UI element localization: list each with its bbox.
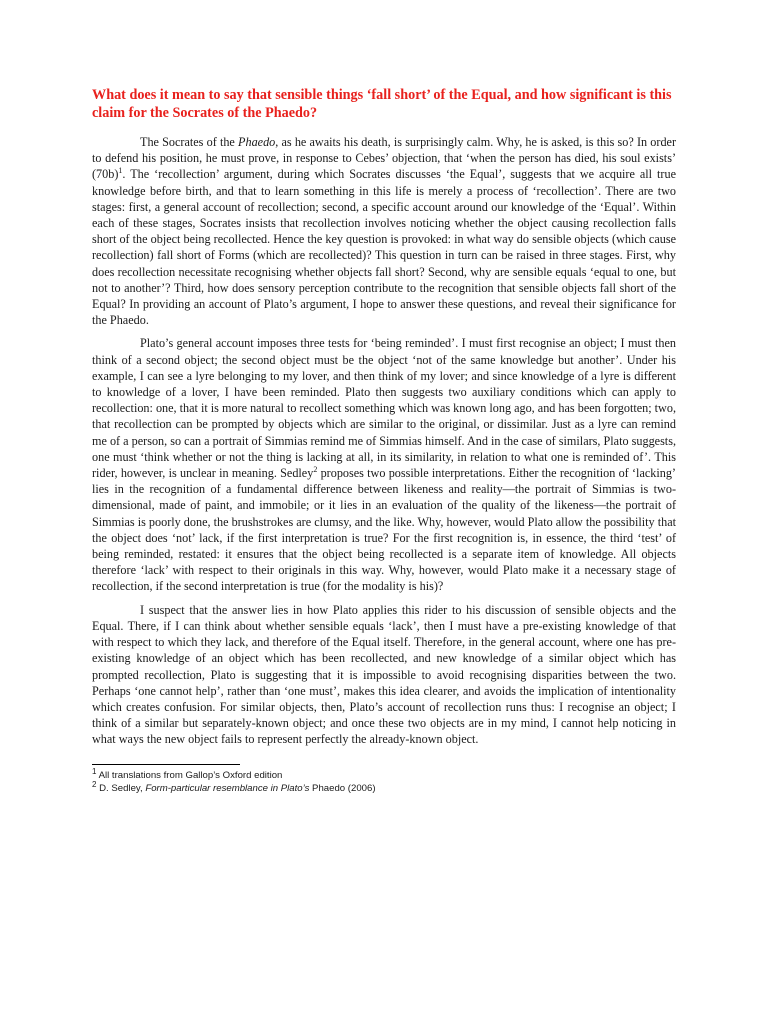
footnote-divider <box>92 764 240 765</box>
paragraph-text: The Socrates of the <box>140 135 239 149</box>
paragraph-1 <box>92 134 676 328</box>
footnote-1 <box>92 766 676 782</box>
paragraph-text: proposes two possible interpretations. Either the recognition of ‘lacking’ lies in the recognition of a fundamental difference between likeness and reality—the portrait of Simmias is two-dimensional, made of paint, and immobile; or it lies in an evaluation of the quality of the likeness—the portrait of Simmias is poorly done, the brushstrokes are clumsy, and the like. Why, however, would Plato allow the possibility that the object does ‘not’ lack, if the first interpretation is true? For the first recognition is, in essence, the third ‘test’ of being reminded, restated: it ensures that the object being recollected is a separate item of knowledge. All objects therefore ‘lack’ with respect to their originals in this way. Why, however, would Plato make it a necessary stage of recollection, if the second interpretation is true (for the modality is his)? <box>92 466 676 594</box>
italic-text: Phaedo <box>238 135 276 149</box>
footnote-italic-title: Form-particular resemblance in Plato’s <box>145 782 310 794</box>
footnote-ref-2[interactable]: 2 <box>313 465 318 474</box>
footnote-text: All translations from Gallop’s Oxford edition <box>96 769 283 781</box>
footnote-number: 1 <box>92 766 97 776</box>
paragraph-text: . The ‘recollection’ argument, during which Socrates discusses ‘the Equal’, suggests that we acquire all true knowledge before birth, and that to learn something in this life is merely a process of ‘recollection’. There are two stages: first, a general account of recollection; second, a specific account around our knowledge of the ‘Equal’. Within each of these stages, Socrates insists that recollection involves noticing whether the object causing recollection falls short of the object being recollected. Hence the key question is provoked: in what way do sensible objects (which cause recollection) fall short of Forms (which are recollected)? This question in turn can be raised in three stages. First, why does recollection necessitate recognising whether objects fall short? Second, why are sensible equals ‘equal to one, but not to another’? Third, how does sensory perception contribute to the recognition that sensible objects fall short of the Equal? In providing an account of Plato’s argument, I hope to answer these questions, and reveal their significance for the Phaedo. <box>92 167 676 328</box>
footnote-ref-1[interactable]: 1 <box>118 166 123 176</box>
footnote-number: 2 <box>92 779 97 789</box>
footnote-text-after: Phaedo (2006) <box>309 782 376 794</box>
footnote-2 <box>92 779 676 795</box>
essay-title: What does it mean to say that sensible things ‘fall short’ of the Equal, and how significant is this claim for the Socrates of the Phaedo? <box>92 87 672 121</box>
footnote-text: D. Sedley, <box>96 782 146 794</box>
paragraph-2 <box>92 335 676 594</box>
paragraph-text: Plato’s general account imposes three tests for ‘being reminded’. I must first recognise an object; I must then think of a second object; the second object must be the object ‘not of the same knowledge but another’. Under his example, I can see a lyre belonging to my lover, and then think of my lover; and since knowledge of a lyre is different to knowledge of a lover, I have been reminded. Plato then suggests two auxiliary conditions which can apply to recollection: one, that it is more natural to recollect something which was known long ago, and has been forgotten; two, that recollection can be prompted by objects which are similar to the original, or dissimilar. Just as a lyre can remind me of a person, so can a portrait of Simmias remind me of Simmias himself. And in the case of similars, Plato suggests, one must ‘think whether or not the thing is lacking at all, in its similarity, in relation to what one is reminded of’. This rider, however, is unclear in meaning. Sedley <box>92 336 676 481</box>
paragraph-3 <box>92 602 676 748</box>
document-page <box>92 86 676 795</box>
paragraph-text: I suspect that the answer lies in how Plato applies this rider to his discussion of sensible objects and the Equal. There, if I can think about whether sensible equals ‘lack’, then I must have a pre-existing knowledge of that with respect to which they lack, and therefore of the Equal itself. Therefore, in the general account, where one has pre-existing knowledge of an object which has been recollected, and new knowledge of a similar object which has prompted recollection, Plato is suggesting that it is impossible to avoid recognising disparities between the two. Perhaps ‘one cannot help’, rather than ‘one must’, makes this idea clearer, and avoids the implication of intentionality which creates confusion. For similar objects, then, Plato’s account of recollection runs thus: I recognise an object; I think of a similar but separately-known object; and once these two objects are in my mind, I cannot help noticing in what ways the new object fails to represent perfectly the already-known object. <box>92 602 676 747</box>
paragraph-text: , as he awaits his death, is surprisingly calm. Why, he is asked, is this so? In order to defend his position, he must prove, in response to Cebes’ objection, that ‘when the person has died, his soul exists’ (70b) <box>92 135 677 182</box>
